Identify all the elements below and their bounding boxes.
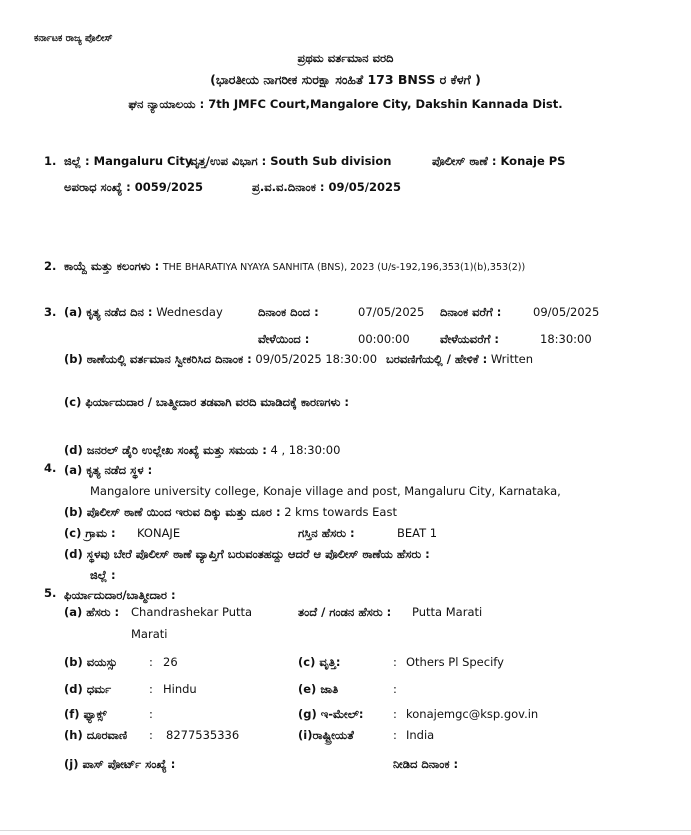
district-label: ಜಿಲ್ಲೆ :	[64, 154, 90, 168]
name-label: (a) ಹೆಸರು :	[64, 605, 120, 619]
police-station-field	[432, 154, 565, 168]
colon: :	[149, 728, 153, 742]
village-label: (c) ಗ್ರಾಮ :	[64, 526, 116, 540]
general-diary-value: 4 , 18:30:00	[270, 443, 341, 457]
from-time-value: 00:00:00	[358, 332, 410, 346]
direction-value: 2 kms towards East	[284, 505, 397, 519]
colon: :	[393, 728, 397, 742]
acts-field	[64, 259, 525, 275]
other-station-label: (d) ಸ್ಥಳವು ಬೇರೆ ಪೊಲೀಸ್ ಠಾಣೆ ವ್ಯಾಪ್ತಿಗೆ ಬರುವಂತಹದ್ದು ಆದರೆ ಆ ಪೊಲೀಸ್ ಠಾಣೆಯ ಹೆಸರು :	[64, 547, 430, 561]
to-time-label: ವೇಳೆಯವರೆಗೆ :	[440, 332, 500, 346]
district-field	[64, 154, 192, 168]
age-value: 26	[163, 655, 178, 669]
nationality-value: India	[406, 728, 435, 742]
section-number: 1.	[44, 154, 57, 168]
section-number: 5.	[44, 586, 57, 600]
place-value: Mangalore university college, Konaje village and post, Mangaluru City, Karnataka,	[90, 484, 561, 498]
phone-value: 8277535336	[166, 728, 240, 742]
state-police-label: ಕರ್ನಾಟಕ ರಾಜ್ಯ ಪೊಲೀಸ್	[34, 33, 113, 44]
email-value: konajemgc@ksp.gov.in	[406, 707, 539, 721]
general-diary-label: (d) ಜನರಲ್ ಡೈರಿ ಉಲ್ಲೇಖ ಸಂಖ್ಯೆ ಮತ್ತು ಸಮಯ :	[64, 443, 267, 457]
colon: :	[149, 655, 153, 669]
received-date-field	[64, 352, 377, 366]
acts-value: THE BHARATIYA NYAYA SANHITA (BNS), 2023 (U/s-192,196,353(1)(b),353(2))	[162, 262, 526, 273]
nationality-label: (i)ರಾಷ್ಟ್ರೀಯತೆ	[298, 728, 354, 742]
religion-value: Hindu	[163, 682, 197, 696]
fir-date-field	[252, 180, 401, 194]
occurrence-day-field	[64, 305, 223, 319]
crime-number-field	[64, 180, 203, 194]
document-title: ಪ್ರಥಮ ವರ್ತಮಾನ ವರದಿ	[297, 51, 394, 65]
written-label: ಬರವಣಿಗೆಯಲ್ಲಿ / ಹೇಳಿಕೆ :	[386, 352, 488, 366]
court-line	[0, 97, 691, 111]
subdivision-label: ವೃತ್ತ/ಉಪ ವಿಭಾಗ :	[190, 154, 267, 168]
age-label: (b) ವಯಸ್ಸು	[64, 655, 118, 669]
colon: :	[149, 707, 153, 721]
religion-label: (d) ಧರ್ಮ	[64, 682, 112, 696]
occurrence-day-label: (a) ಕೃತ್ಯ ನಡೆದ ದಿನ :	[64, 305, 153, 319]
occupation-value: Others Pl Specify	[406, 655, 504, 669]
police-station-label: ಪೊಲೀಸ್ ಠಾಣೆ :	[432, 154, 497, 168]
passport-label: (j) ಪಾಸ್ ಪೋರ್ಟ್ ಸಂಖ್ಯೆ :	[64, 757, 176, 771]
received-date-value: 09/05/2025 18:30:00	[255, 352, 378, 366]
colon: :	[393, 682, 397, 696]
colon: :	[149, 682, 153, 696]
name-value-line1: Chandrashekar Putta	[131, 605, 253, 619]
from-date-value: 07/05/2025	[358, 305, 425, 319]
received-date-label: (b) ಠಾಣೆಯಲ್ಲಿ ವರ್ತಮಾನ ಸ್ವೀಕರಿಸಿದ ದಿನಾಂಕ :	[64, 352, 252, 366]
phone-label: (h) ದೂರವಾಣಿ	[64, 728, 128, 742]
father-name-label: ತಂದೆ / ಗಂಡನ ಹೆಸರು :	[298, 605, 392, 619]
from-date-label: ದಿನಾಂಕ ದಿಂದ :	[258, 305, 319, 319]
complainant-label: ಫಿರ್ಯಾದುದಾರ/ಬಾತ್ಮೀದಾರ :	[64, 588, 176, 602]
section-number: 4.	[44, 461, 57, 475]
to-time-value: 18:30:00	[540, 332, 592, 346]
district-value: Mangaluru City	[93, 154, 193, 168]
section-number: 2.	[44, 259, 57, 273]
occurrence-day-value: Wednesday	[156, 305, 223, 319]
acts-label: ಕಾಯ್ದೆ ಮತ್ತು ಕಲಂಗಳು :	[64, 259, 160, 273]
email-label: (g) ಇ-ಮೇಲ್:	[298, 707, 364, 721]
written-value: Written	[490, 352, 533, 366]
crime-number-label: ಅಪರಾಧ ಸಂಖ್ಯೆ :	[64, 180, 131, 194]
court-value: 7th JMFC Court,Mangalore City, Dakshin Kannada Dist.	[208, 97, 563, 111]
to-date-value: 09/05/2025	[533, 305, 600, 319]
section-number: 3.	[44, 305, 57, 319]
fax-label: (f) ಫ್ಯಾಕ್ಸ್	[64, 707, 107, 721]
place-label: (a) ಕೃತ್ಯ ನಡೆದ ಸ್ಥಳ :	[64, 463, 153, 477]
delay-reason-label: (c) ಫಿರ್ಯಾದುದಾರ / ಬಾತ್ಮೀದಾರ ತಡವಾಗಿ ವರದಿ ಮಾಡಿದಕ್ಕೆ ಕಾರಣಗಳು :	[64, 395, 350, 409]
general-diary-field	[64, 443, 340, 457]
page-bottom-border	[0, 830, 691, 831]
caste-label: (e) ಜಾತಿ	[298, 682, 339, 696]
written-field	[386, 352, 533, 366]
colon: :	[393, 655, 397, 669]
colon: :	[393, 707, 397, 721]
father-name-value: Putta Marati	[412, 605, 483, 619]
police-station-value: Konaje PS	[500, 154, 566, 168]
name-value-line2: Marati	[131, 627, 168, 641]
to-date-label: ದಿನಾಂಕ ವರೆಗೆ :	[440, 305, 502, 319]
beat-label: ಗಸ್ತಿನ ಹೆಸರು :	[298, 526, 355, 540]
beat-value: BEAT 1	[397, 526, 438, 540]
direction-field	[64, 505, 397, 519]
village-value: KONAJE	[137, 526, 181, 540]
court-label: ಘನ ನ್ಯಾಯಾಲಯ :	[128, 97, 205, 111]
fir-date-label: ಪ್ರ.ವ.ವ.ದಿನಾಂಕ :	[252, 180, 325, 194]
crime-number-value: 0059/2025	[134, 180, 203, 194]
from-time-label: ವೇಳೆಯಿಂದ :	[258, 332, 310, 346]
subdivision-value: South Sub division	[270, 154, 392, 168]
issue-date-label: ನೀಡಿದ ದಿನಾಂಕ :	[393, 757, 459, 771]
document-subtitle: (ಭಾರತೀಯ ನಾಗರೀಕ ಸುರಕ್ಷಾ ಸಂಹಿತೆ 173 BNSS ರ ಕೆಳಗೆ )	[210, 72, 481, 87]
occupation-label: (c) ವೃತ್ತಿ:	[298, 655, 341, 669]
subdivision-field	[190, 154, 391, 168]
other-district-label: ಜಿಲ್ಲೆ :	[90, 568, 116, 582]
fir-date-value: 09/05/2025	[328, 180, 401, 194]
direction-label: (b) ಪೊಲೀಸ್ ಠಾಣೆ ಯಿಂದ ಇರುವ ದಿಕ್ಕು ಮತ್ತು ದೂರ :	[64, 505, 281, 519]
